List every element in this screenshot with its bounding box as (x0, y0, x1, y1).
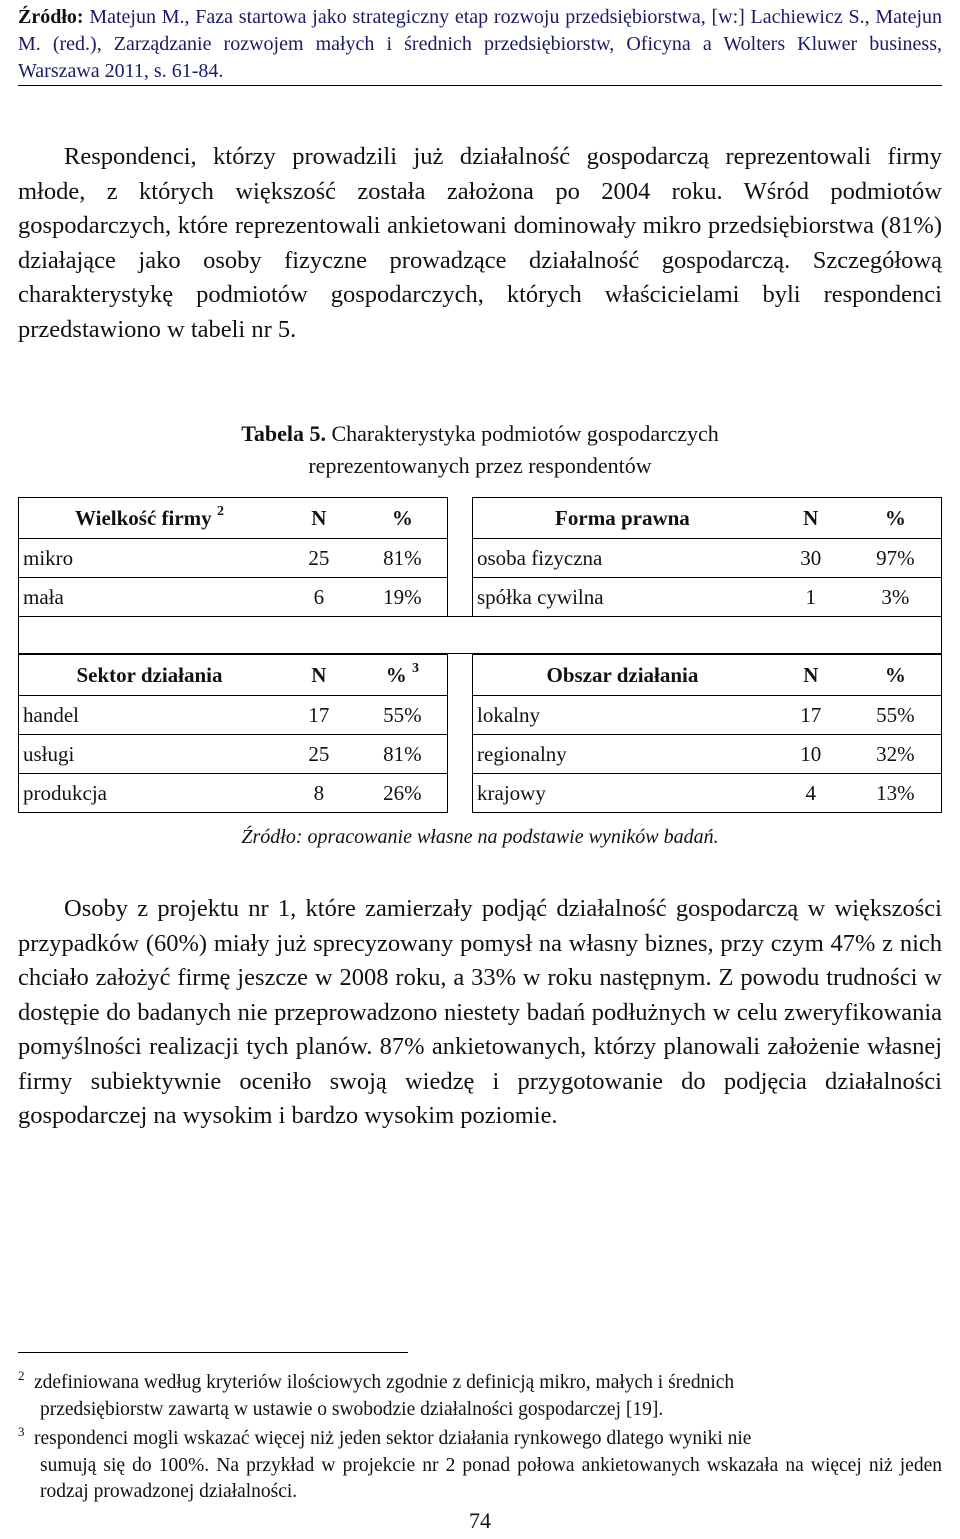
table-caption-title: Charakterystyka podmiotów gospodarczych (331, 421, 719, 446)
paragraph-1-text: Respondenci, którzy prowadzili już działalność gospodarczą reprezentowali firmy młode, z których większość została założona po 2004 roku. Wśród podmiotów gospodarczych, które reprezentowali ankietowani dominowały mikro przedsiębiorstwa (81%) działające jako osoby fizyczne prowadzące działalność gospodarczą. Szczegółową charakterystykę podmiotów gospodarczych, których właścicielami byli respondenci przedstawiono w tabeli nr 5. (18, 143, 942, 343)
header-cell: Forma prawna (473, 498, 772, 539)
cell: 17 (772, 696, 850, 735)
cell: lokalny (473, 696, 772, 735)
header-cell: N (772, 655, 850, 696)
footnote-ref: 2 (216, 503, 224, 519)
header-cell: Sektor działania (19, 655, 280, 696)
footnote-text-line2: przedsiębiorstw zawartą w ustawie o swobodzie działalności gospodarczej [19]. (40, 1399, 664, 1420)
cell: 4 (772, 774, 850, 813)
table-firm-size (18, 497, 448, 617)
cell: handel (19, 696, 280, 735)
table-header-row (19, 655, 448, 696)
header-cell: % (358, 498, 448, 539)
cell: 32% (850, 735, 942, 774)
page-number: 74 (469, 1508, 491, 1533)
table-row (19, 539, 448, 578)
table-row (19, 774, 448, 813)
header-cell: N (280, 655, 358, 696)
cell: spółka cywilna (473, 578, 772, 617)
source-note-text: Matejun M., Faza startowa jako strategiczny etap rozwoju przedsiębiorstwa, [w:] Lachiewicz S., Matejun M. (red.), Zarządzanie rozwojem małych i średnich przedsiębiorstw, Oficyna a Wolters Kluwer business, Warszawa 2011, s. 61-84. (18, 6, 943, 82)
header-cell (358, 655, 448, 696)
header-text: Wielkość firmy (75, 505, 212, 530)
footnote-2 (18, 1370, 942, 1423)
cell: mikro (19, 539, 280, 578)
table-row (473, 735, 942, 774)
header-cell: % (850, 498, 942, 539)
table-sector (18, 654, 448, 813)
cell: 97% (850, 539, 942, 578)
header-cell (19, 498, 280, 539)
cell: krajowy (473, 774, 772, 813)
cell: 81% (358, 735, 448, 774)
table-header-row (473, 498, 942, 539)
cell: mała (19, 578, 280, 617)
cell: 25 (280, 735, 358, 774)
table-caption-label: Tabela 5. (241, 421, 326, 446)
cell: 30 (772, 539, 850, 578)
cell: 6 (280, 578, 358, 617)
table-header-row (19, 498, 448, 539)
header-cell: Obszar działania (473, 655, 772, 696)
cell: 55% (358, 696, 448, 735)
table-spacer-row (18, 616, 942, 654)
header-cell: N (280, 498, 358, 539)
table-row (19, 735, 448, 774)
table-caption-line-2: reprezentowanych przez respondentów (308, 453, 652, 478)
table-row (473, 774, 942, 813)
cell: 13% (850, 774, 942, 813)
footnote-number: 2 (18, 1368, 25, 1383)
table-header-row (473, 655, 942, 696)
table-area (472, 654, 942, 813)
footnote-text-line1: respondenci mogli wskazać więcej niż jeden sektor działania rynkowego dlatego wyniki nie (34, 1428, 752, 1449)
table-row (473, 578, 942, 617)
footnote-number: 3 (18, 1424, 25, 1439)
footnote-text-line2: sumują się do 100%. Na przykład w projekcie nr 2 ponad połowa ankietowanych wskazała na więcej niż jeden rodzaj prowadzonej działalności. (40, 1455, 942, 1502)
cell: 3% (850, 578, 942, 617)
source-note-label: Źródło: (18, 6, 84, 28)
table-legal-form (472, 497, 942, 617)
cell: 8 (280, 774, 358, 813)
table-row (19, 578, 448, 617)
table-row (473, 539, 942, 578)
table-caption (18, 418, 942, 482)
table-row (473, 696, 942, 735)
cell: regionalny (473, 735, 772, 774)
cell: 1 (772, 578, 850, 617)
cell: 25 (280, 539, 358, 578)
footnote-text-line1: zdefiniowana według kryteriów ilościowych zgodnie z definicją mikro, małych i średnich (34, 1372, 735, 1393)
cell: osoba fizyczna (473, 539, 772, 578)
paragraph-2 (18, 892, 942, 1134)
source-note (18, 4, 942, 85)
paragraph-1 (18, 140, 942, 347)
footnote-ref: 3 (411, 660, 419, 676)
cell: 81% (358, 539, 448, 578)
header-text: % (385, 662, 407, 687)
paragraph-2-text: Osoby z projektu nr 1, które zamierzały podjąć działalność gospodarczą w większości przypadków (60%) miały już sprecyzowany pomysł na własny biznes, przy czym 47% z nich chciało założyć firmę jeszcze w 2008 roku, a 33% w roku następnym. Z powodu trudności w dostępie do badanych nie przeprowadzono niestety badań podłużnych w celu zweryfikowania pomyślności realizacji tych planów. 87% ankietowanych, którzy planowali założenie własnej firmy subiektywnie oceniło swoją wiedzę i przygotowanie do podjęcia działalności gospodarczej na wysokim i bardzo wysokim poziomie. (18, 895, 942, 1129)
cell: 17 (280, 696, 358, 735)
table-row (19, 696, 448, 735)
header-cell: N (772, 498, 850, 539)
table-source-note: Źródło: opracowanie własne na podstawie wyników badań. (241, 826, 719, 848)
cell: produkcja (19, 774, 280, 813)
cell: 19% (358, 578, 448, 617)
header-cell: % (850, 655, 942, 696)
footnote-3 (18, 1426, 942, 1505)
cell: 55% (850, 696, 942, 735)
cell: usługi (19, 735, 280, 774)
cell: 26% (358, 774, 448, 813)
source-note-divider (18, 85, 942, 86)
cell: 10 (772, 735, 850, 774)
footnote-divider (18, 1352, 408, 1353)
table-caption-line-1 (18, 418, 942, 450)
